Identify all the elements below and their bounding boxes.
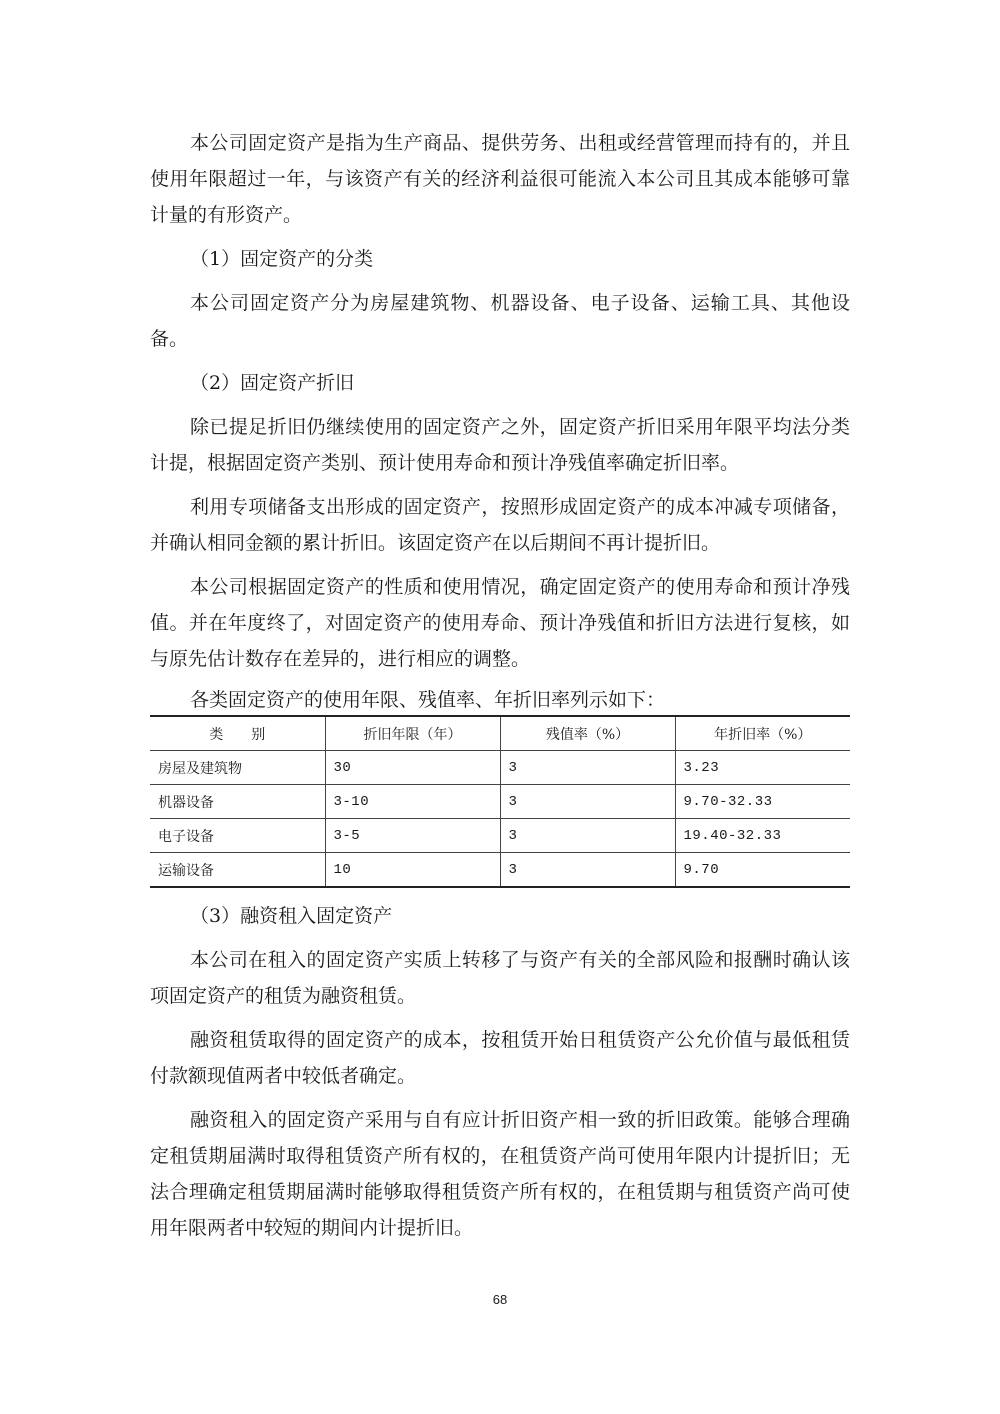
- section-2-heading: （2）固定资产折旧: [190, 372, 355, 394]
- section-2-paragraph-3: 本公司根据固定资产的性质和使用情况，确定固定资产的使用寿命和预计净残值。并在年度终了，对固定资产的使用寿命、预计净残值和折旧方法进行复核，如与原先估计数存在差异的，进行相应的调整。: [150, 576, 850, 670]
- cell-annual-rate: 19.40-32.33: [675, 819, 850, 853]
- cell-residual-rate: 3: [500, 853, 675, 888]
- header-useful-life: 折旧年限（年）: [325, 716, 500, 751]
- header-annual-rate: 年折旧率（%）: [675, 716, 850, 751]
- cell-useful-life: 30: [325, 751, 500, 785]
- cell-annual-rate: 9.70-32.33: [675, 785, 850, 819]
- section-2-paragraph-2: 利用专项储备支出形成的固定资产，按照形成固定资产的成本冲减专项储备，并确认相同金额的累计折旧。该固定资产在以后期间不再计提折旧。: [150, 496, 850, 554]
- cell-category: 机器设备: [150, 785, 325, 819]
- page-number: 68: [492, 1292, 508, 1307]
- table-row: [150, 819, 850, 853]
- cell-category: 电子设备: [150, 819, 325, 853]
- cell-annual-rate: 3.23: [675, 751, 850, 785]
- section-3-paragraph-1: 本公司在租入的固定资产实质上转移了与资产有关的全部风险和报酬时确认该项固定资产的租赁为融资租赁。: [150, 949, 850, 1007]
- section-3-heading: （3）融资租入固定资产: [190, 905, 393, 927]
- intro-paragraph: 本公司固定资产是指为生产商品、提供劳务、出租或经营管理而持有的，并且使用年限超过一年，与该资产有关的经济利益很可能流入本公司且其成本能够可靠计量的有形资产。: [150, 132, 850, 226]
- depreciation-rates-table: [150, 715, 850, 888]
- header-category: 类 别: [150, 716, 325, 751]
- table-row: [150, 751, 850, 785]
- section-3-paragraph-3: 融资租入的固定资产采用与自有应计折旧资产相一致的折旧政策。能够合理确定租赁期届满时取得租赁资产所有权的，在租赁资产尚可使用年限内计提折旧；无法合理确定租赁期届满时能够取得租赁资产所有权的，在租赁期与租赁资产尚可使用年限两者中较短的期间内计提折旧。: [150, 1109, 850, 1239]
- cell-useful-life: 3-5: [325, 819, 500, 853]
- section-1-paragraph: 本公司固定资产分为房屋建筑物、机器设备、电子设备、运输工具、其他设备。: [150, 292, 850, 350]
- table-caption: 各类固定资产的使用年限、残值率、年折旧率列示如下：: [190, 689, 666, 711]
- cell-residual-rate: 3: [500, 819, 675, 853]
- cell-category: 运输设备: [150, 853, 325, 888]
- cell-useful-life: 3-10: [325, 785, 500, 819]
- cell-residual-rate: 3: [500, 751, 675, 785]
- section-1-heading: （1）固定资产的分类: [190, 248, 374, 270]
- table-row: [150, 853, 850, 888]
- header-residual-rate: 残值率（%）: [500, 716, 675, 751]
- section-3-paragraph-2: 融资租赁取得的固定资产的成本，按租赁开始日租赁资产公允价值与最低租赁付款额现值两者中较低者确定。: [150, 1029, 850, 1087]
- cell-useful-life: 10: [325, 853, 500, 888]
- table-header-row: [150, 716, 850, 751]
- section-2-paragraph-1: 除已提足折旧仍继续使用的固定资产之外，固定资产折旧采用年限平均法分类计提，根据固定资产类别、预计使用寿命和预计净残值率确定折旧率。: [150, 416, 850, 474]
- table-row: [150, 785, 850, 819]
- cell-category: 房屋及建筑物: [150, 751, 325, 785]
- cell-residual-rate: 3: [500, 785, 675, 819]
- cell-annual-rate: 9.70: [675, 853, 850, 888]
